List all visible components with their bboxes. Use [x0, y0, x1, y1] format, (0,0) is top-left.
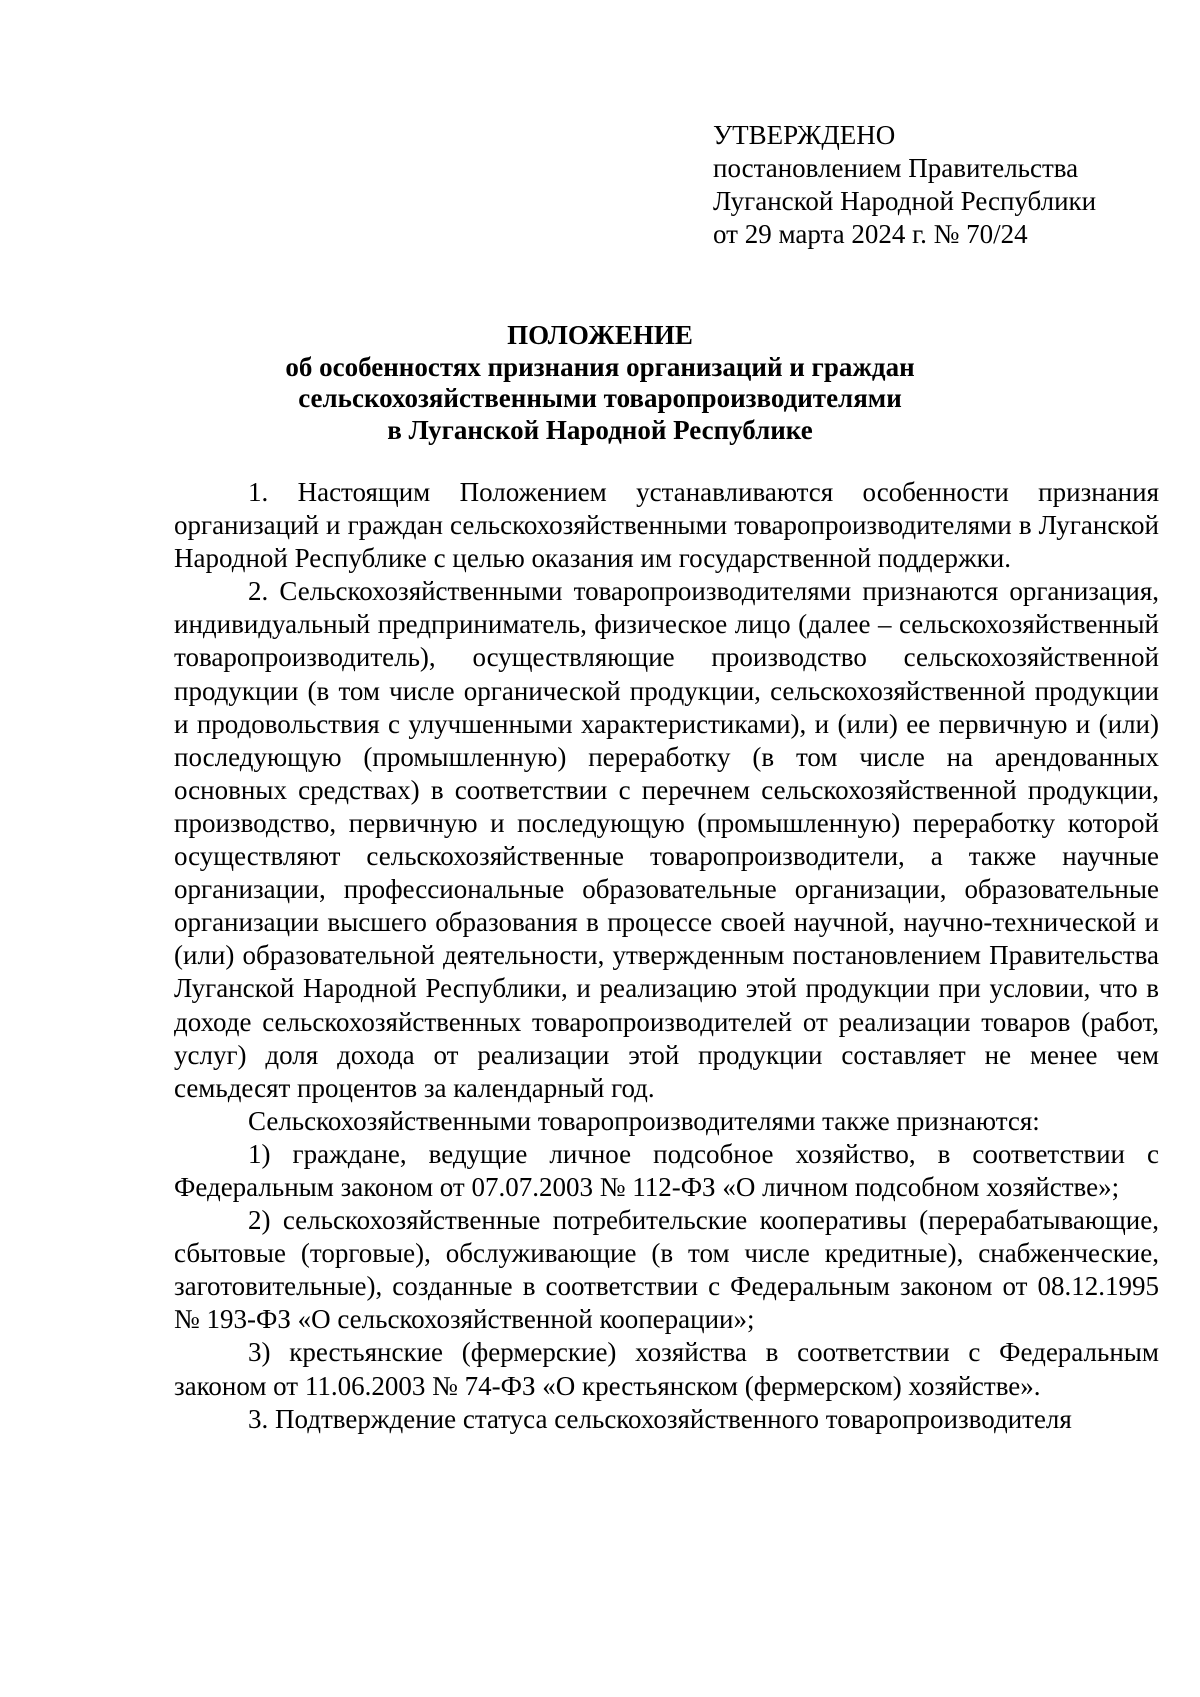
approval-heading: УТВЕРЖДЕНО — [713, 120, 896, 150]
title-subtitle: об особенностях признания организаций и граждан — [285, 351, 915, 382]
document-title — [150, 320, 1050, 446]
approval-stamp — [713, 119, 1173, 251]
title-main: ПОЛОЖЕНИЕ — [507, 320, 693, 350]
paragraph: 3. Подтверждение статуса сельскохозяйственного товаропроизводителя — [248, 1403, 1072, 1434]
paragraph: 2) сельскохозяйственные потребительские кооперативы (перерабатывающие, сбытовые (торговые), обслуживающие (в том числе кредитные), снабженческие, заготовительные), созданные в соответствии с Федеральным законом от 08.12.1995 № 193-ФЗ «О сельскохозяйственной кооперации»; — [174, 1205, 1159, 1335]
approval-line: постановлением Правительства — [713, 153, 1079, 183]
paragraph: Сельскохозяйственными товаропроизводителями также признаются: — [248, 1105, 1040, 1136]
title-subtitle: сельскохозяйственными товаропроизводителями — [298, 383, 902, 413]
approval-date: от 29 марта 2024 г. № 70/24 — [713, 219, 1028, 249]
paragraph: 1) граждане, ведущие личное подсобное хозяйство, в соответствии с Федеральным законом от 07.07.2003 № 112-ФЗ «О личном подсобном хозяйстве»; — [174, 1138, 1159, 1202]
approval-line: Луганской Народной Республики — [713, 186, 1097, 216]
paragraph: 2. Сельскохозяйственными товаропроизводителями признаются организация, индивидуальный предприниматель, физическое лицо (далее – сельскохозяйственный товаропроизводитель), осуществляющие производство сельскохозяйственной продукции (в том числе органической продукции, сельскохозяйственной продукции и продовольствия с улучшенными характеристиками), и (или) ее первичную и (или) последующую (промышленную) переработку (в том числе на арендованных основных средствах) в соответствии с перечнем сельскохозяйственной продукции, производство, первичную и последующую (промышленную) переработку которой осуществляют сельскохозяйственные товаропроизводители, а также научные организации, профессиональные образовательные организации, образовательные организации высшего образования в процессе своей научной, научно-технической и (или) образовательной деятельности, утвержденным постановлением Правительства Луганской Народной Республики, и реализацию этой продукции при условии, что в доходе сельскохозяйственных товаропроизводителей от реализации товаров (работ, услуг) доля дохода от реализации этой продукции составляет не менее чем семьдесят процентов за календарный год. — [174, 576, 1159, 1103]
paragraph: 1. Настоящим Положением устанавливаются особенности признания организаций и граждан сельскохозяйственными товаропроизводителями в Луганской Народной Республике с целью оказания им государственной поддержки. — [174, 477, 1159, 574]
document-body — [174, 476, 1159, 1436]
paragraph: 3) крестьянские (фермерские) хозяйства в соответствии с Федеральным законом от 11.06.2003 № 74-ФЗ «О крестьянском (фермерском) хозяйстве». — [174, 1337, 1159, 1401]
title-subtitle: в Луганской Народной Республике — [387, 414, 813, 445]
